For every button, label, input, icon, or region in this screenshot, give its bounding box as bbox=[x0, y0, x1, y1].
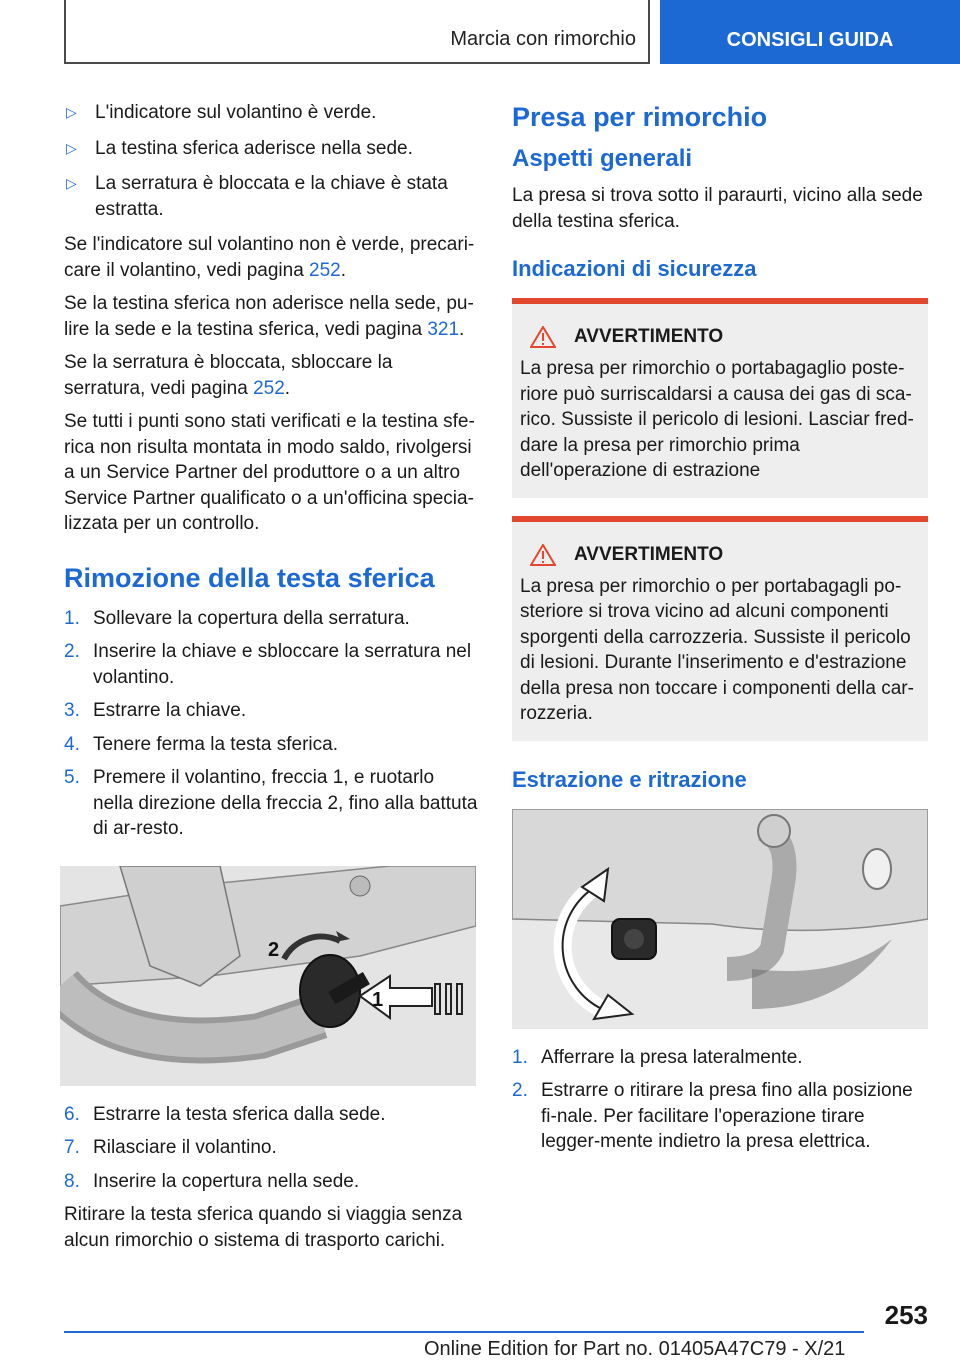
subheading: Indicazioni di sicurezza bbox=[512, 256, 757, 281]
header-frame bbox=[64, 0, 650, 64]
chapter-tab[interactable] bbox=[660, 0, 960, 64]
step-item: 3. Estrarre la chiave. bbox=[64, 700, 247, 721]
list-item: ▷ La testina sferica aderisce nella sede. bbox=[64, 136, 478, 162]
warning-title: AVVERTIMENTO bbox=[574, 543, 724, 565]
warning-triangle-icon bbox=[530, 326, 556, 348]
step-item: 1. Afferrare la presa lateralmente. bbox=[512, 1046, 803, 1068]
warning-box bbox=[512, 516, 928, 741]
warning-text: La presa per rimorchio o per portabagagli po-steriore si trova vicino ad alcuni componenti sporgenti della carrozzeria. Sussiste il pericolo di lesioni. Durante l'inserimento e d'estrazione della presa non toccare i componenti della car-rozzeria. bbox=[520, 575, 914, 724]
paragraph: Se la testina sferica non aderisce nella sede, pu-lire la sede e la testina sferica, vedi pagina 321. bbox=[64, 293, 474, 340]
warning-box bbox=[512, 298, 928, 498]
chapter-label: CONSIGLI GUIDA bbox=[726, 28, 894, 51]
right-column bbox=[512, 100, 928, 1163]
step-item: 8. Inserire la copertura nella sede. bbox=[64, 1170, 360, 1192]
section-heading: Rimozione della testa sferica bbox=[64, 562, 435, 593]
page-link[interactable]: 321 bbox=[427, 318, 460, 340]
arrow-label-2: 2 bbox=[268, 938, 280, 961]
step-item: 6. Estrarre la testa sferica dalla sede. bbox=[64, 1103, 386, 1125]
step-item: 4. Tenere ferma la testa sferica. bbox=[64, 733, 338, 755]
paragraph: Se la serratura è bloccata, sbloccare la serratura, vedi pagina 252. bbox=[64, 352, 393, 399]
socket-illustration bbox=[512, 809, 928, 1029]
warning-title: AVVERTIMENTO bbox=[574, 326, 724, 347]
ball-head-illustration bbox=[60, 866, 476, 1086]
subheading: Aspetti generali bbox=[512, 145, 693, 172]
arrow-label-1: 1 bbox=[372, 988, 384, 1011]
list-item: ▷ L'indicatore sul volantino è verde. bbox=[64, 100, 478, 126]
paragraph: Se l'indicatore sul volantino non è verde, precari-care il volantino, vedi pagina 252. bbox=[64, 234, 475, 281]
left-column bbox=[64, 100, 478, 1261]
page-link[interactable]: 252 bbox=[309, 259, 341, 281]
subheading: Estrazione e ritrazione bbox=[512, 766, 747, 792]
section-heading: Presa per rimorchio bbox=[512, 102, 768, 132]
list-item: ▷ La serratura è bloccata e la chiave è stata estratta. bbox=[64, 171, 478, 222]
page-number: 253 bbox=[884, 1300, 928, 1330]
paragraph: La presa si trova sotto il paraurti, vicino alla sede della testina sferica. bbox=[512, 185, 923, 232]
section-title: Marcia con rimorchio bbox=[450, 28, 636, 50]
step-item: 2. Estrarre o ritirare la presa fino alla posizione fi-nale. Per facilitare l'operazione tirare legger-mente indietro la presa elettrica. bbox=[512, 1080, 913, 1152]
paragraph: Ritirare la testa sferica quando si viaggia senza alcun rimorchio o sistema di trasporto carichi. bbox=[64, 1204, 463, 1251]
step-item: 7. Rilasciare il volantino. bbox=[64, 1137, 277, 1158]
step-item: 2. Inserire la chiave e sbloccare la serratura nel volantino. bbox=[64, 641, 472, 688]
figure-socket-extraction bbox=[512, 809, 928, 1029]
figure-ball-head-removal bbox=[60, 866, 476, 1086]
triangle-bullet-icon: ▷ bbox=[66, 175, 77, 191]
step-item: 1. Sollevare la copertura della serratura. bbox=[64, 607, 410, 629]
footer-edition: Online Edition for Part no. 01405A47C79 - X/21 bbox=[424, 1338, 846, 1360]
triangle-bullet-icon: ▷ bbox=[66, 104, 77, 120]
step-item: 5. Premere il volantino, freccia 1, e ruotarlo nella direzione della freccia 2, fino alla battuta di ar-resto. bbox=[64, 767, 478, 839]
warning-triangle-icon bbox=[530, 544, 556, 566]
triangle-bullet-icon: ▷ bbox=[66, 139, 77, 156]
footer-divider bbox=[64, 1331, 864, 1333]
warning-text: La presa per rimorchio o portabagaglio poste-riore può surriscaldarsi a causa dei gas di sca-rico. Sussiste il pericolo di lesioni. Lasciar fred-dare la presa per rimorchio prima dell'operazione di estrazione bbox=[520, 358, 914, 481]
page-link[interactable]: 252 bbox=[253, 377, 285, 399]
paragraph: Se tutti i punti sono stati verificati e la testina sfe-rica non risulta montata in modo saldo, rivolgersi a un Service Partner del produttore o a un altro Service Partner qualificato o a un'officina specia-lizzata per un controllo. bbox=[64, 411, 475, 534]
